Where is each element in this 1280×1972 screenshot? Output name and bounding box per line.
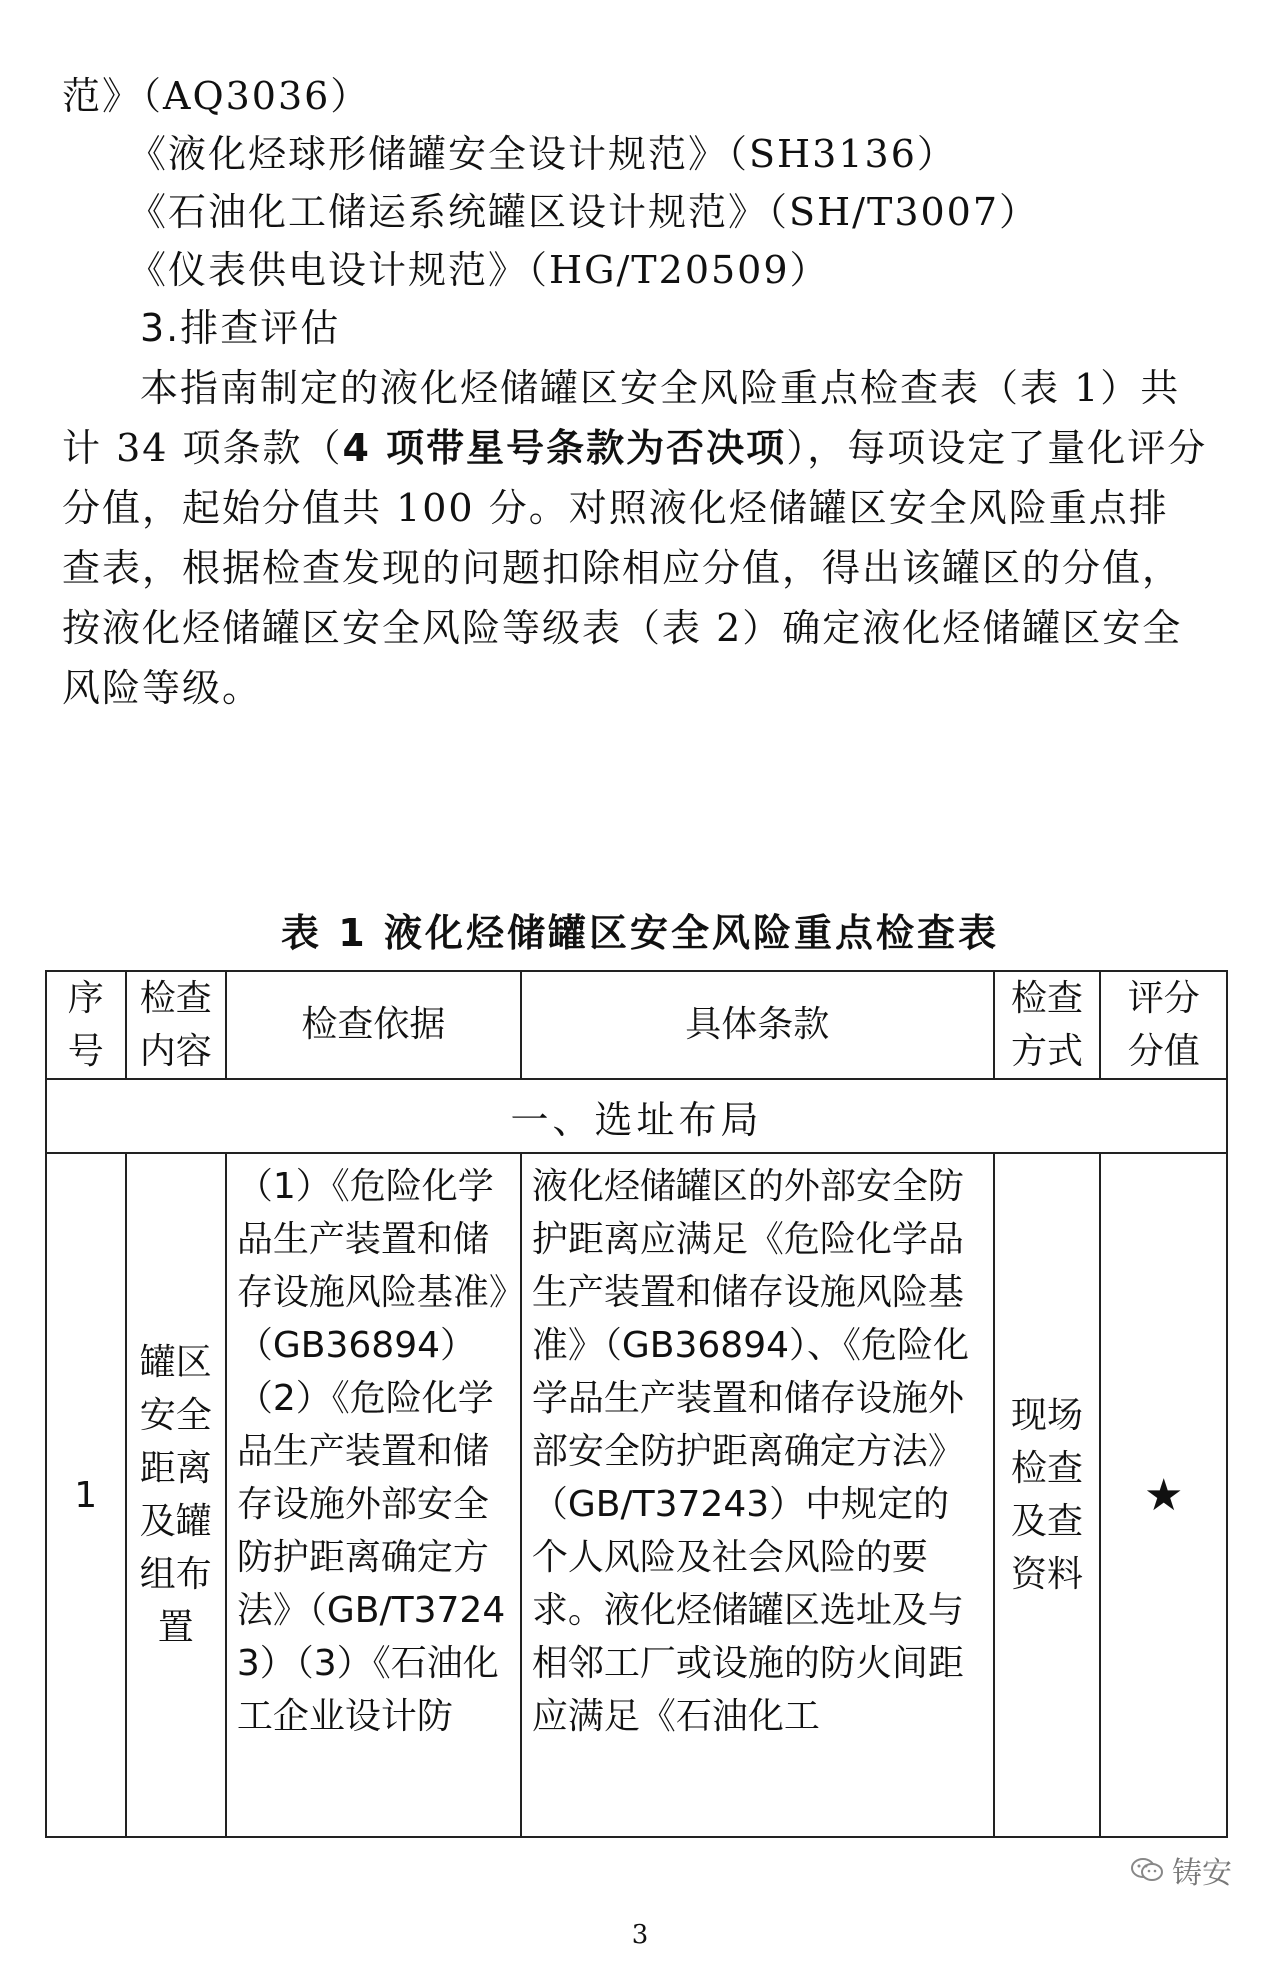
table-header-row <box>46 971 1227 1079</box>
header-score: 评分分值 <box>1100 971 1227 1079</box>
section-row <box>46 1079 1227 1153</box>
body-line-2 <box>62 424 1207 472</box>
body-line-2a: 计 34 项条款（ <box>62 426 343 470</box>
paragraph-line-2: 《液化烃球形储罐安全设计规范》（SH3136） <box>128 132 957 176</box>
table-title: 表 1 液化烃储罐区安全风险重点检查表 <box>281 911 999 955</box>
paragraph-line-1: 范》（AQ3036） <box>62 74 371 118</box>
veto-note: 4 项带星号条款为否决项 <box>342 426 787 470</box>
row-basis: （1）《危险化学品生产装置和储存设施风险基准》（GB36894）（2）《危险化学品生产装置和储存设施外部安全防护距离确定方法》（GB/T37243）（3）《石油化工企业设计防 <box>226 1153 521 1837</box>
table-row <box>46 1153 1227 1837</box>
wechat-icon <box>1130 1857 1164 1883</box>
header-basis: 检查依据 <box>226 971 521 1079</box>
header-content: 检查内容 <box>126 971 226 1079</box>
header-no: 序号 <box>46 971 126 1079</box>
paragraph-line-4: 《仪表供电设计规范》（HG/T20509） <box>128 248 830 292</box>
body-line-5: 按液化烃储罐区安全风险等级表（表 2）确定液化烃储罐区安全 <box>62 606 1183 650</box>
body-line-6: 风险等级。 <box>62 666 263 710</box>
section-label: 一、选址布局 <box>46 1079 1227 1153</box>
row-clause: 液化烃储罐区的外部安全防护距离应满足《危险化学品生产装置和储存设施风险基准》（GB36894）、《危险化学品生产装置和储存设施外部安全防护距离确定方法》（GB/T37243）中规定的个人风险及社会风险的要求。液化烃储罐区选址及与相邻工厂或设施的防火间距应满足《石油化工 <box>521 1153 994 1837</box>
body-line-3: 分值，起始分值共 100 分。对照液化烃储罐区安全风险重点排 <box>62 486 1169 530</box>
section-heading: 3.排查评估 <box>140 306 341 350</box>
body-line-1: 本指南制定的液化烃储罐区安全风险重点检查表（表 1）共 <box>140 366 1181 410</box>
body-line-2b: ），每项设定了量化评分 <box>786 426 1208 470</box>
header-clause: 具体条款 <box>521 971 994 1079</box>
row-content: 罐区安全距离及罐组布置 <box>126 1153 226 1837</box>
paragraph-line-3: 《石油化工储运系统罐区设计规范》（SH/T3007） <box>128 190 1040 234</box>
inspection-table <box>45 970 1228 1838</box>
row-method: 现场检查及查资料 <box>994 1153 1101 1837</box>
watermark-text: 铸安 <box>1172 1856 1232 1891</box>
row-no: 1 <box>46 1153 126 1837</box>
body-line-4: 查表，根据检查发现的问题扣除相应分值，得出该罐区的分值， <box>62 546 1183 590</box>
watermark <box>1130 1848 1232 1892</box>
header-method: 检查方式 <box>994 971 1101 1079</box>
row-score: ★ <box>1100 1153 1227 1837</box>
page-number: 3 <box>631 1920 649 1950</box>
